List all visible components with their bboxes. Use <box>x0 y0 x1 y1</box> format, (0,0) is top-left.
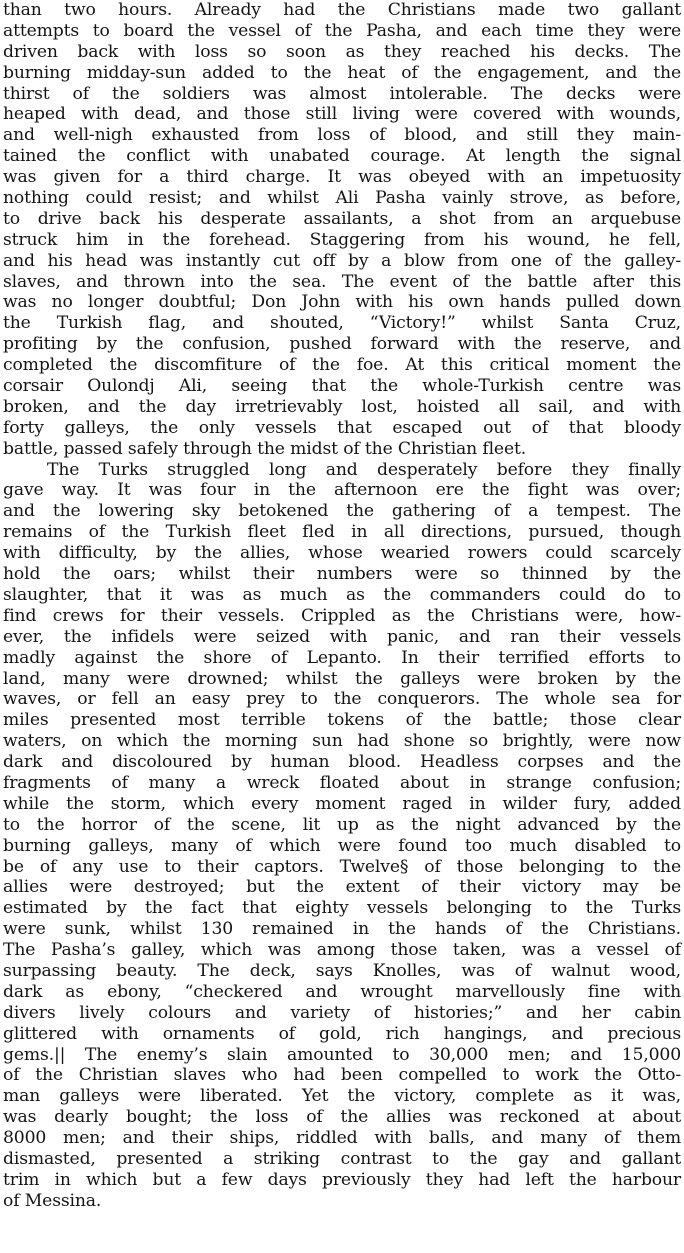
text-line: hold the oars; whilst their numbers were so thinned by the <box>3 564 681 585</box>
text-line: allies were destroyed; but the extent of their victory may be <box>3 877 681 898</box>
text-line: slaughter, that it was as much as the commanders could do to <box>3 584 681 605</box>
text-line: dark as ebony, “checkered and wrought marvellously fine with <box>3 981 681 1002</box>
text-line: madly against the shore of Lepanto. In their terrified efforts to <box>3 647 681 668</box>
text-line: and the lowering sky betokened the gathering of a tempest. The <box>3 501 681 522</box>
text-line: dismasted, presented a striking contrast to the gay and gallant <box>3 1148 681 1169</box>
text-line: driven back with loss so soon as they reached his decks. The <box>3 41 681 62</box>
text-line: the Turkish flag, and shouted, “Victory!” whilst Santa Cruz, <box>3 313 681 334</box>
text-line: burning galleys, many of which were found too much disabled to <box>3 835 681 856</box>
text-line: gave way. It was four in the afternoon ere the fight was over; <box>3 480 681 501</box>
text-line: while the storm, which every moment raged in wilder fury, added <box>3 793 681 814</box>
text-line: with difficulty, by the allies, whose wearied rowers could scarcely <box>3 543 681 564</box>
text-line: broken, and the day irretrievably lost, hoisted all sail, and with <box>3 396 681 417</box>
text-line: The Pasha’s galley, which was among those taken, was a vessel of <box>3 940 681 961</box>
text-line: of the Christian slaves who had been compelled to work the Otto- <box>3 1065 681 1086</box>
text-line: thirst of the soldiers was almost intolerable. The decks were <box>3 83 681 104</box>
text-line: ever, the infidels were seized with panic, and ran their vessels <box>3 626 681 647</box>
text-line: divers lively colours and variety of histories;” and her cabin <box>3 1002 681 1023</box>
text-line: burning midday-sun added to the heat of the engagement, and the <box>3 62 681 83</box>
text-line: forty galleys, the only vessels that escaped out of that bloody <box>3 417 681 438</box>
text-line: estimated by the fact that eighty vessels belonging to the Turks <box>3 898 681 919</box>
text-line: slaves, and thrown into the sea. The event of the battle after this <box>3 271 681 292</box>
text-line: to the horror of the scene, lit up as the night advanced by the <box>3 814 681 835</box>
text-line: remains of the Turkish fleet fled in all directions, pursued, though <box>3 522 681 543</box>
text-line: completed the discomfiture of the foe. At this critical moment the <box>3 355 681 376</box>
text-line: The Turks struggled long and desperately before they finally <box>47 459 681 480</box>
text-line: 8000 men; and their ships, riddled with balls, and many of them <box>3 1128 681 1149</box>
text-line: struck him in the forehead. Staggering from his wound, he fell, <box>3 229 681 250</box>
text-line: than two hours. Already had the Christians made two gallant <box>3 0 681 20</box>
text-line: to drive back his desperate assailants, a shot from an arquebuse <box>3 208 681 229</box>
text-line: miles presented most terrible tokens of the battle; those clear <box>3 710 681 731</box>
text-line: profiting by the confusion, pushed forward with the reserve, and <box>3 334 681 355</box>
paragraph <box>3 460 681 1212</box>
text-line: was given for a third charge. It was obeyed with an impetuosity <box>3 167 681 188</box>
text-line: battle, passed safely through the midst of the Christian fleet. <box>3 438 527 459</box>
text-line: and well-nigh exhausted from loss of blood, and still they main- <box>3 125 681 146</box>
text-line: was dearly bought; the loss of the allies was reckoned at about <box>3 1107 681 1128</box>
text-line: glittered with ornaments of gold, rich hangings, and precious <box>3 1023 681 1044</box>
text-line: find crews for their vessels. Crippled as the Christians were, how- <box>3 605 681 626</box>
text-line: land, many were drowned; whilst the galleys were broken by the <box>3 668 681 689</box>
text-line: waves, or fell an easy prey to the conquerors. The whole sea for <box>3 689 681 710</box>
text-line: trim in which but a few days previously they had left the harbour <box>3 1169 681 1190</box>
text-line: dark and discoloured by human blood. Headless corpses and the <box>3 752 681 773</box>
text-line: and his head was instantly cut off by a blow from one of the galley- <box>3 250 681 271</box>
text-line: corsair Oulondj Ali, seeing that the whole-Turkish centre was <box>3 376 681 397</box>
text-line: surpassing beauty. The deck, says Knolles, was of walnut wood, <box>3 960 681 981</box>
text-line: tained the conflict with unabated courage. At length the signal <box>3 146 681 167</box>
paragraph <box>3 0 681 460</box>
text-line: gems.|| The enemy’s slain amounted to 30,000 men; and 15,000 <box>3 1044 681 1065</box>
text-line: attempts to board the vessel of the Pasha, and each time they were <box>3 20 681 41</box>
text-line: fragments of many a wreck floated about in strange confusion; <box>3 772 681 793</box>
text-line: nothing could resist; and whilst Ali Pasha vainly strove, as before, <box>3 188 681 209</box>
text-line: heaped with dead, and those still living were covered with wounds, <box>3 104 681 125</box>
text-line: was no longer doubtful; Don John with his own hands pulled down <box>3 292 681 313</box>
text-line: be of any use to their captors. Twelve§ of those belonging to the <box>3 856 681 877</box>
document-body <box>3 0 681 1212</box>
text-line: of Messina. <box>3 1190 102 1211</box>
text-line: were sunk, whilst 130 remained in the hands of the Christians. <box>3 919 681 940</box>
document-page <box>3 0 681 1212</box>
text-line: man galleys were liberated. Yet the victory, complete as it was, <box>3 1086 681 1107</box>
text-line: waters, on which the morning sun had shone so brightly, were now <box>3 731 681 752</box>
